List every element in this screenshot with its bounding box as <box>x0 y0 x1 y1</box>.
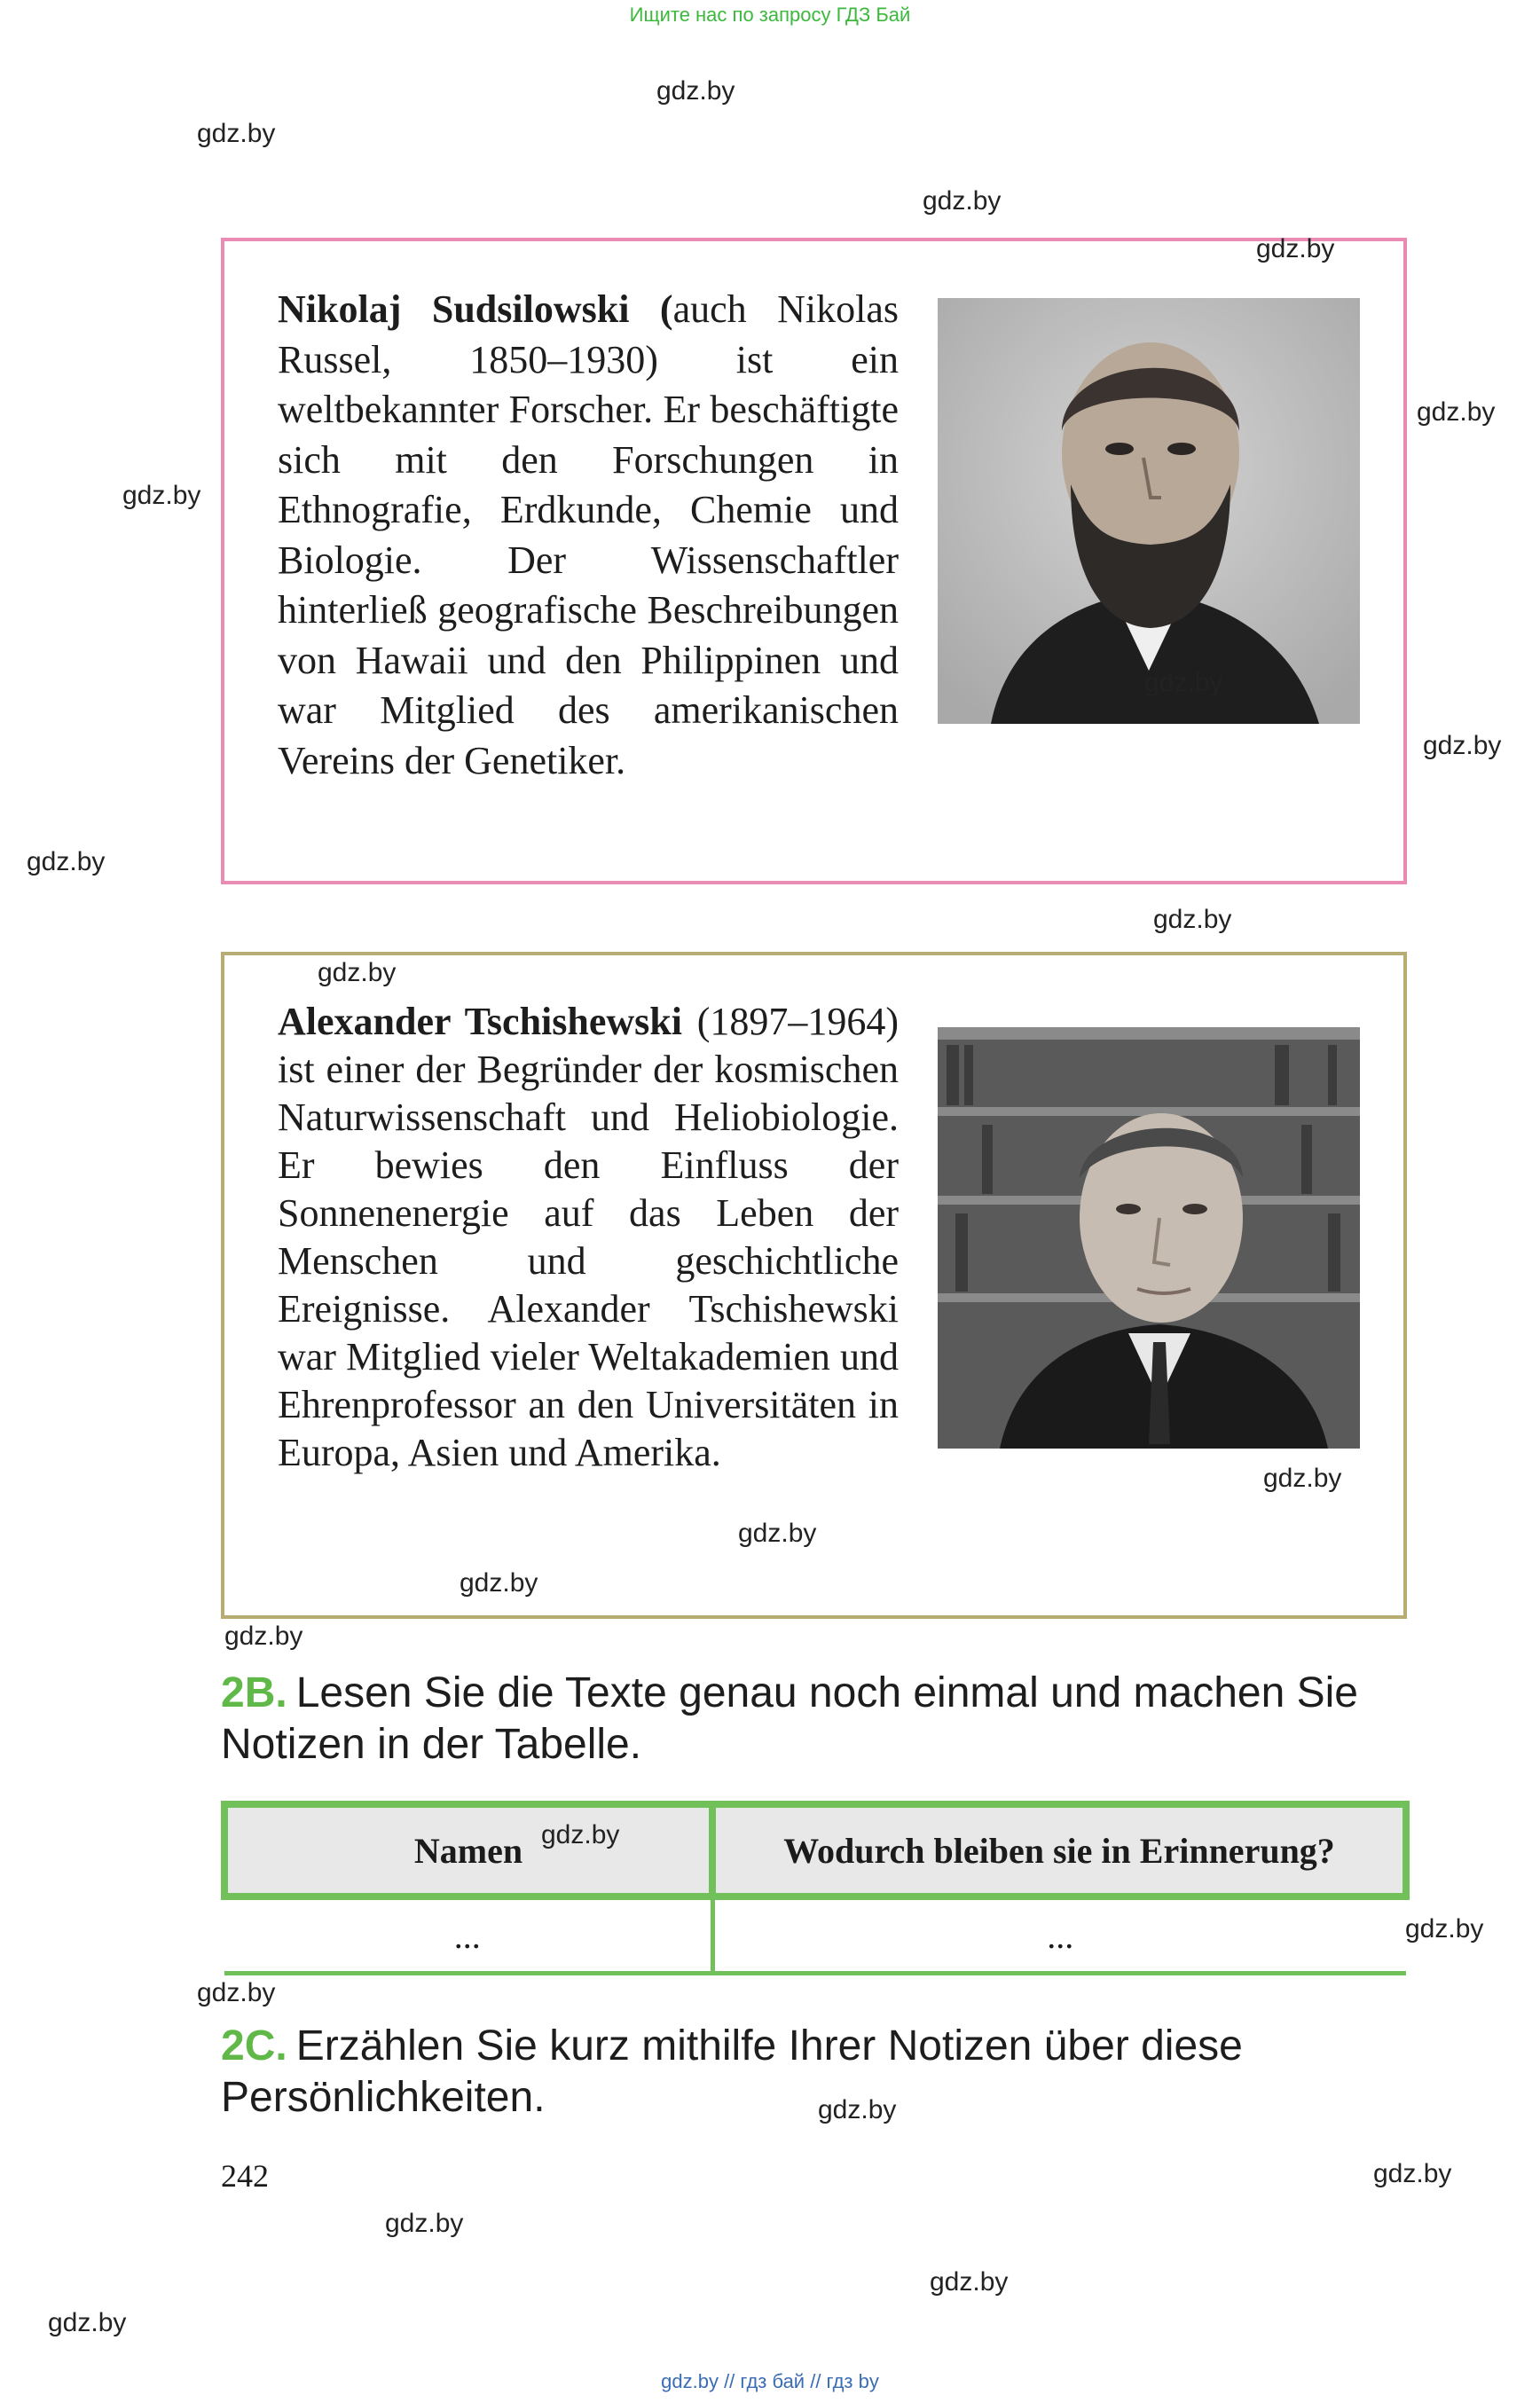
task-number: 2C. <box>221 2022 287 2069</box>
table-cell: ... <box>712 1896 1406 1974</box>
watermark: gdz.by <box>1263 1464 1342 1493</box>
watermark: gdz.by <box>385 2209 464 2238</box>
task-text: Erzählen Sie kurz mithilfe Ihrer Notizen über diese Persönlichkeiten. <box>221 2022 1243 2121</box>
watermark: gdz.by <box>1144 668 1223 697</box>
watermark: gdz.by <box>1417 397 1496 427</box>
bio-name: Nikolaj Sudsilowski ( <box>278 287 673 331</box>
portrait-tschishewski <box>938 1027 1360 1449</box>
watermark: gdz.by <box>318 958 397 987</box>
bio-body: auch Nikolas Russel, 1850–1930) ist ein weltbekannter Forscher. Er beschäftigte sich mit den Forschungen in Ethnografie, Erdkunde, Chemie und Biologie. Der Wissenschaftler hinterließ geografische Beschreibungen von Hawaii und den Philippinen und war Mitglied des amerikanischen Vereins der Genetiker. <box>278 287 900 782</box>
footer-links[interactable]: gdz.by // гдз бай // гдз by <box>661 2370 879 2392</box>
watermark: gdz.by <box>1405 1914 1484 1944</box>
page-number: 242 <box>221 2158 269 2194</box>
watermark: gdz.by <box>122 481 201 510</box>
watermark: gdz.by <box>27 847 106 876</box>
task-number: 2B. <box>221 1669 287 1716</box>
watermark: gdz.by <box>1373 2159 1452 2188</box>
bio-text-sudsilowski <box>278 285 899 786</box>
watermark: gdz.by <box>656 76 735 106</box>
table-header-memory: Wodurch bleiben sie in Erinnerung? <box>712 1804 1406 1896</box>
bio-text-tschishewski <box>278 998 899 1477</box>
watermark: gdz.by <box>197 1978 276 2007</box>
watermark: gdz.by <box>738 1519 817 1548</box>
watermark: gdz.by <box>1423 731 1502 760</box>
watermark: gdz.by <box>541 1820 620 1849</box>
task-2b <box>221 1668 1410 1771</box>
watermark: gdz.by <box>460 1568 538 1598</box>
table-header-row <box>224 1804 1406 1896</box>
table-cell: ... <box>224 1896 712 1974</box>
watermark: gdz.by <box>930 2267 1009 2297</box>
watermark: gdz.by <box>48 2308 127 2337</box>
task-2c <box>221 2021 1410 2124</box>
table-header-names: Namen <box>224 1804 712 1896</box>
table-row <box>224 1896 1406 1974</box>
notes-table <box>221 1801 1410 1975</box>
watermark: gdz.by <box>1256 234 1335 263</box>
bio-body: (1897–1964) ist einer der Begründer der kosmischen Naturwissenschaft und Heliobiologie. Er bewies den Einfluss der Sonnenenergie auf das Leben der Menschen und geschichtliche Ereignisse. Alexander Tschishewski war Mitglied vieler Weltakademien und Ehrenprofessor an den Universitäten in Europa, Asien und Amerika. <box>278 1000 899 1474</box>
watermark: gdz.by <box>818 2095 897 2124</box>
top-banner: Ищите нас по запросу ГДЗ Бай <box>629 4 911 26</box>
task-text: Lesen Sie die Texte genau noch einmal und machen Sie Notizen in der Tabelle. <box>221 1669 1358 1768</box>
watermark: gdz.by <box>923 186 1002 216</box>
watermark: gdz.by <box>197 119 276 148</box>
bio-name: Alexander Tschishewski <box>278 1000 682 1043</box>
portrait-sudsilowski <box>938 298 1360 724</box>
watermark: gdz.by <box>224 1622 303 1651</box>
watermark: gdz.by <box>1153 905 1232 934</box>
